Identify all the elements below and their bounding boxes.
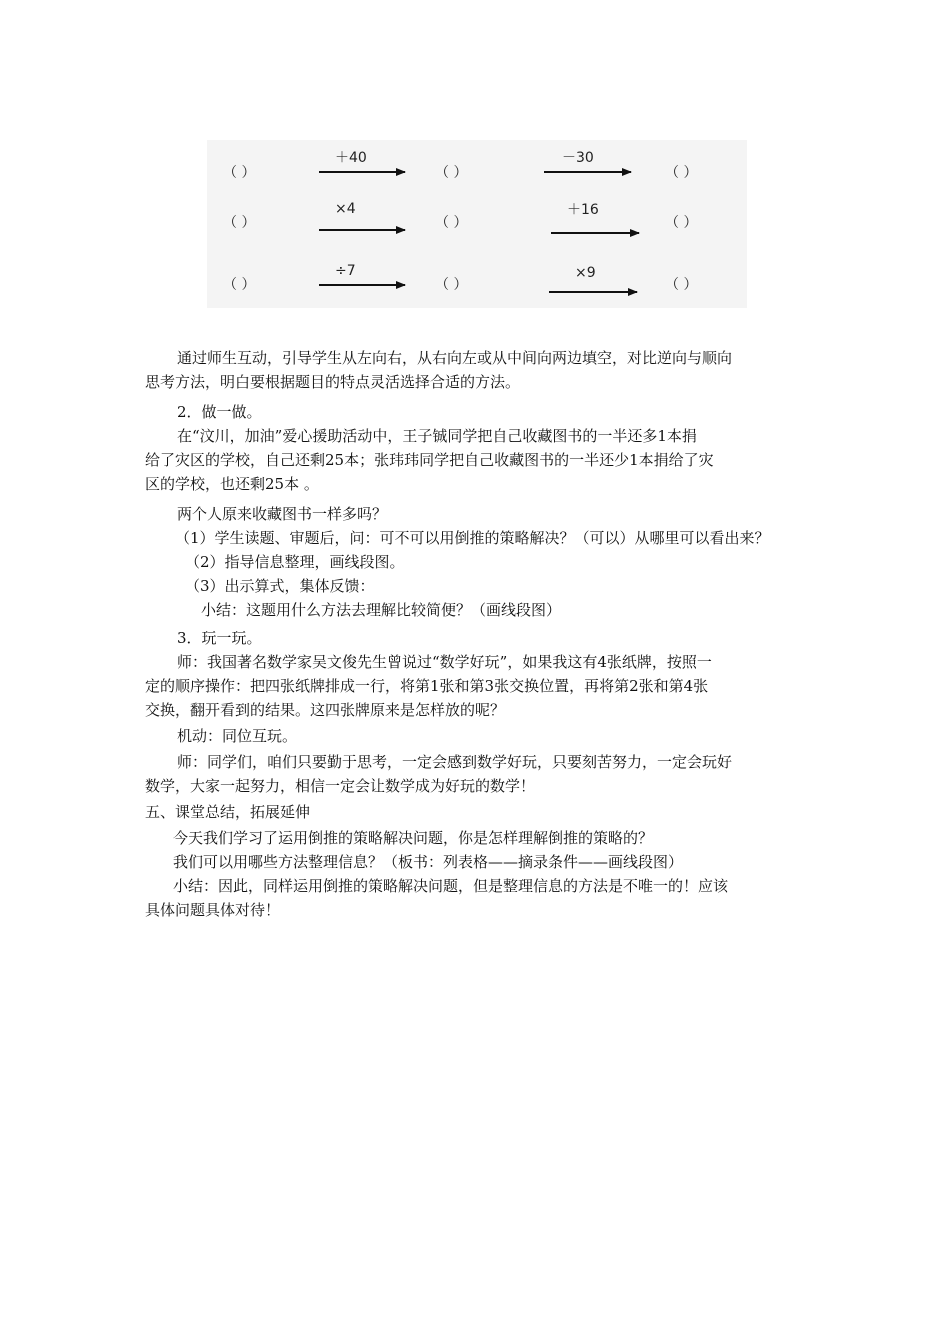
operation-label-3-1: ÷7 xyxy=(335,263,356,279)
blank-box-2-2: （ ） xyxy=(435,215,468,231)
chain-row-1 xyxy=(223,150,697,181)
paragraph-line: 今天我们学习了运用倒推的策略解决问题，你是怎样理解倒推的策略的？ xyxy=(173,829,654,847)
blank-box-1-1: （ ） xyxy=(223,165,256,181)
blank-box-3-3: （ ） xyxy=(665,277,698,293)
operation-label-1-2: －30 xyxy=(562,150,594,166)
summary-line: 小结：这题用什么方法去理解比较简便？（画线段图） xyxy=(201,601,562,619)
blank-box-2-1: （ ） xyxy=(223,215,256,231)
paragraph-line: 师：同学们，咱们只要勤于思考，一定会感到数学好玩，只要刻苦努力，一定会玩好 xyxy=(177,753,733,771)
paragraph-line: 给了灾区的学校，自己还剩25本；张玮玮同学把自己收藏图书的一半还少1本捐给了灾 xyxy=(145,451,714,469)
paragraph-line: 数学，大家一起努力，相信一定会让数学成为好玩的数学！ xyxy=(145,777,536,795)
paragraph-line: 师：我国著名数学家吴文俊先生曾说过“数学好玩”，如果我这有4张纸牌，按照一 xyxy=(177,653,712,671)
section-heading: 3．玩一玩。 xyxy=(177,629,262,647)
chain-row-2 xyxy=(223,201,697,233)
blank-box-1-3: （ ） xyxy=(665,165,698,181)
summary-line: 小结：因此，同样运用倒推的策略解决问题，但是整理信息的方法是不唯一的！应该 xyxy=(173,877,729,895)
operation-label-3-2: ×9 xyxy=(575,265,596,281)
paragraph-line: 在“汶川，加油”爱心援助活动中，王子铖同学把自己收藏图书的一半还多1本捐 xyxy=(177,427,697,445)
paragraph-line: 通过师生互动，引导学生从左向右，从右向左或从中间向两边填空，对比逆向与顺向 xyxy=(177,349,733,367)
paragraph-line: 具体问题具体对待！ xyxy=(145,901,281,919)
blank-box-1-2: （ ） xyxy=(435,165,468,181)
operation-chain-figure xyxy=(207,140,747,308)
chain-row-3 xyxy=(223,263,697,293)
paragraph-line: 区的学校，也还剩25本 。 xyxy=(145,475,319,493)
paragraph-line: 交换，翻开看到的结果。这四张牌原来是怎样放的呢？ xyxy=(145,701,506,719)
list-item: （1）学生读题、审题后，问：可不可以用倒推的策略解决？（可以）从哪里可以看出来？ xyxy=(175,529,770,547)
paragraph-line: 思考方法，明白要根据题目的特点灵活选择合适的方法。 xyxy=(145,373,521,391)
paragraph-line: 机动：同位互玩。 xyxy=(177,727,298,745)
paragraph-line: 定的顺序操作：把四张纸牌排成一行，将第1张和第3张交换位置，再将第2张和第4张 xyxy=(145,677,709,695)
blank-box-3-2: （ ） xyxy=(435,277,468,293)
blank-box-2-3: （ ） xyxy=(665,215,698,231)
section-heading: 2．做一做。 xyxy=(177,403,262,421)
list-item: （3）出示算式，集体反馈： xyxy=(185,577,375,595)
blank-box-3-1: （ ） xyxy=(223,277,256,293)
operation-label-2-1: ×4 xyxy=(335,201,356,217)
list-item: （2）指导信息整理，画线段图。 xyxy=(185,553,405,571)
operation-label-1-1: ＋40 xyxy=(335,150,367,166)
paragraph-line: 我们可以用哪些方法整理信息？（板书：列表格——摘录条件——画线段图） xyxy=(173,853,684,871)
operation-label-2-2: ＋16 xyxy=(567,202,599,218)
section-heading: 五、课堂总结，拓展延伸 xyxy=(145,803,311,821)
paragraph-line: 两个人原来收藏图书一样多吗？ xyxy=(177,505,388,523)
